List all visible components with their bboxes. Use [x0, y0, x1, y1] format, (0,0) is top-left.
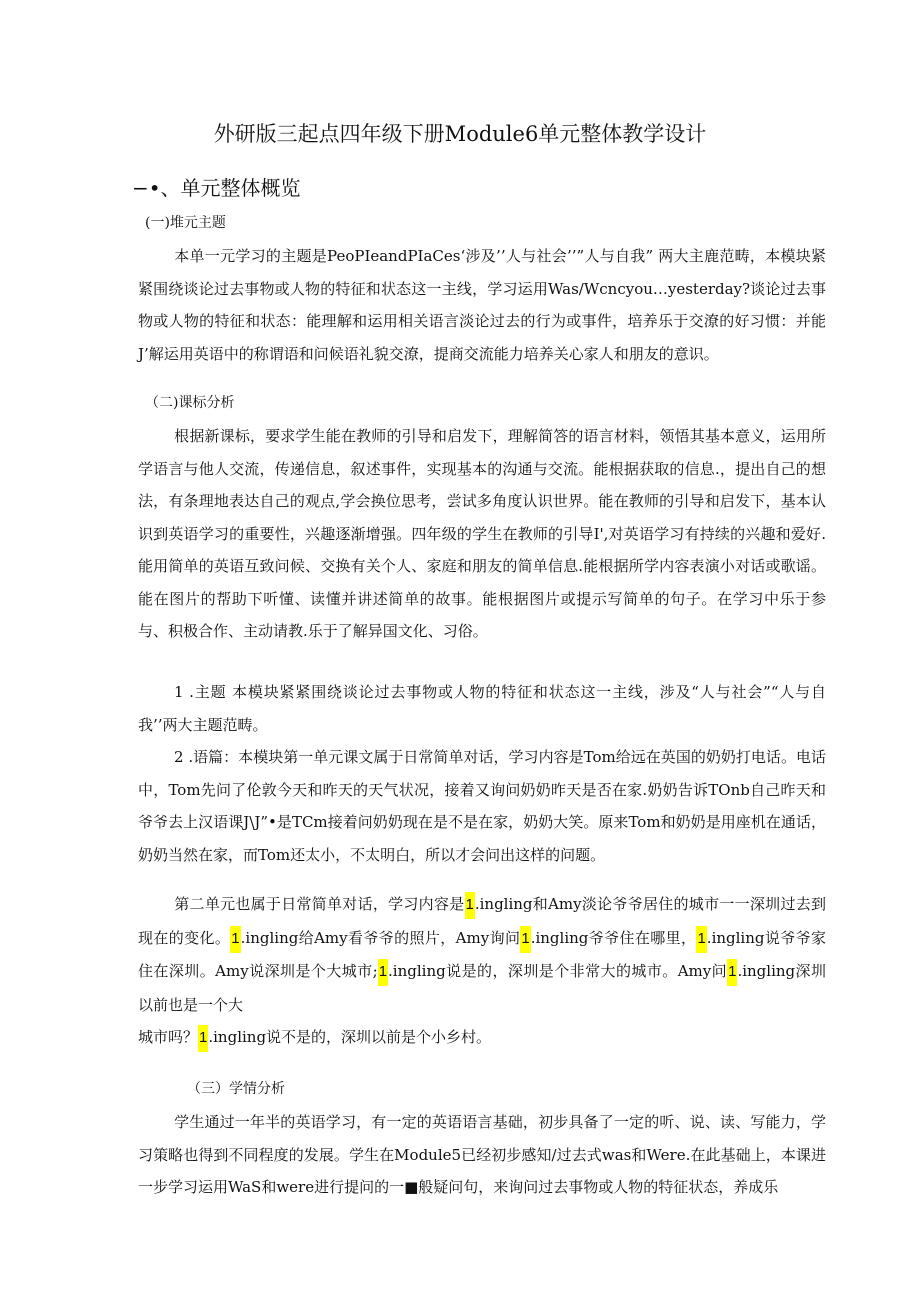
paragraph-unit-theme	[138, 240, 826, 370]
paragraph-curriculum-analysis-text: 根据新课标，要求学生能在教师的引导和启发下，理解简答的语言材料，领悟其基本意义，运用所学语言与他人交流，传递信息，叙述事件，实现基本的沟通与交流。能根据获取的信息.，提出自己的想法，有条理地表达自己的观点,学会换位思考，尝试多角度认识世界。能在教师的引导和启发下，基本认识到英语学习的重要性，兴趣逐渐增强。四年级的学生在教师的引导I',对英语学习有持续的兴趣和爱好.能用简单的英语互致问候、交换有关个人、家庭和朋友的简单信息.能根据所学内容表演小对话或歌谣。能在图片的帮助下听懂、读懂并讲述简单的故事。能根据图片或提示写简单的句子。在学习中乐于参与、积极合作、主动请教.乐于了解异国文化、习俗。	[138, 427, 826, 640]
unit-two-text-2: .ingling和Amy淡论爷爷居住的城市一一深圳过去到现在的变化。	[138, 895, 826, 947]
highlight-mark: 1	[230, 926, 240, 953]
subheading-curriculum-analysis: （二)课标分析	[145, 395, 235, 411]
highlight-mark: 1	[465, 892, 475, 919]
unit-two-text-5: .ingling说爷爷家住在深圳。Amy说深圳是个大城市;	[138, 928, 827, 980]
paragraph-learner-analysis	[138, 1106, 826, 1204]
highlight-mark: 1	[378, 959, 388, 986]
unit-two-text-3: .ingling给Amy看爷爷的照片，Amy询问	[240, 928, 521, 947]
paragraph-learner-analysis-text: 学生通过一年半的英语学习，有一定的英语语言基础，初步具备了一定的听、说、读、写能力，学习策略也得到不同程度的发展。学生在Module5已经初步感知/过去式was和Were.在此基础上，本课进一步学习运用WaS和were进行提问的一■般疑问句，来询问过去事物或人物的特征状态，养成乐	[138, 1113, 826, 1196]
paragraph-text-point	[138, 741, 826, 871]
highlight-mark: 1	[198, 1025, 208, 1052]
document-title: 外研版三起点四年级下册Module6单元整体教学设计	[213, 122, 707, 146]
highlight-mark: 1	[696, 926, 706, 953]
unit-two-text-6: .ingling说是的，深圳是个非常大的城市。Amy问	[388, 962, 728, 980]
section-heading-overview: −•、单元整体概览	[132, 176, 301, 200]
unit-two-text-7: .ingling深圳以前也是一个大	[138, 962, 826, 1014]
subheading-unit-theme: (一)堆元主题	[145, 215, 226, 231]
paragraph-text-point-text: 2 .语篇：本模块第一单元课文属于日常简单对话，学习内容是Tom给远在英国的奶奶打电话。电话中，Tom先问了伦敦今天和昨天的天气状况，接着又询问奶奶昨天是否在家.奶奶告诉TOnb自己昨天和爷爷去上汉语课J\J”•是TCm接着问奶奶现在是不是在家，奶奶大笑。原来Tom和奶奶是用座机在通话，奶奶当然在家，而Tom还太小，不太明白，所以才会问出这样的问题。	[138, 748, 826, 864]
highlight-mark: 1	[520, 926, 530, 953]
unit-two-text-9: .ingling说不是的，深圳以前是个小乡村。	[208, 1028, 492, 1046]
paragraph-theme-point	[138, 676, 826, 741]
unit-two-text-1: 第二单元也属于日常简单对话，学习内容是	[174, 895, 465, 913]
unit-two-text-4: .ingling爷爷住在哪里，	[530, 928, 697, 947]
paragraph-theme-point-text: 1 .主题 本模块紧紧围绕谈论过去事物或人物的特征和状态这一主线，涉及“人与社会”“人与自我’’两大主题范畴。	[138, 683, 826, 734]
highlight-mark: 1	[727, 959, 737, 986]
paragraph-unit-two	[138, 888, 826, 1055]
unit-two-text-8: 城市吗？	[138, 1028, 199, 1046]
subheading-learner-analysis: （三）学情分析	[187, 1081, 285, 1097]
paragraph-curriculum-analysis	[138, 420, 826, 648]
paragraph-unit-theme-text: 本单一元学习的主题是PeoPIeandPIaCes‘涉及’’人与社会’’”人与自我” 两大主鹿范畴，本模块紧紧围绕谈论过去事物或人物的特征和状态这一主线，学习运用Was/Wcncyou…yesterday?谈论过去事物或人物的特征和状态：能理解和运用相关语言淡论过去的行为或事件，培养乐于交潦的好习惯：并能J’解运用英语中的称谓语和问候语礼貌交潦，提商交流能力培养关心家人和朋友的意识。	[138, 247, 826, 363]
